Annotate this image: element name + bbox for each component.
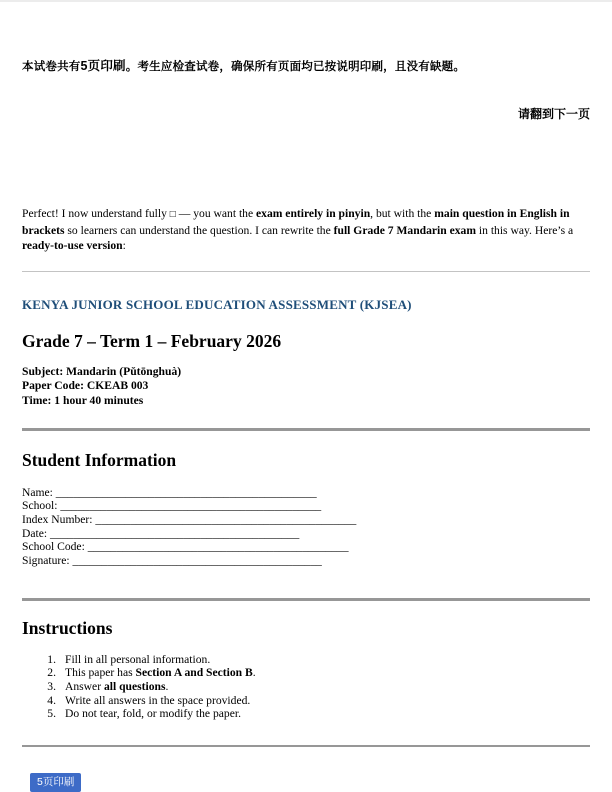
- field-row-school: [22, 499, 590, 513]
- field-blank-line: _____________________________________________: [52, 485, 317, 499]
- instruction-run: .: [252, 666, 256, 680]
- intro-run: exam entirely in pinyin: [256, 207, 371, 220]
- field-row-date: [22, 527, 590, 541]
- section-divider: [22, 598, 590, 601]
- print-notice-pre: 本试卷共有: [22, 61, 81, 73]
- instruction-number: 3.: [47, 680, 56, 694]
- exam-meta: [22, 365, 590, 409]
- intro-run: ready-to-use version: [22, 239, 123, 253]
- turn-page-note: 请翻到下一页: [517, 107, 590, 121]
- field-label: School:: [22, 499, 58, 513]
- instruction-number: 1.: [47, 652, 56, 666]
- field-row-index-number: [22, 513, 590, 527]
- instruction-number: 2.: [47, 666, 56, 680]
- meta-time: Time: 1 hour 40 minutes: [22, 393, 144, 407]
- intro-paragraph: [22, 206, 590, 254]
- field-blank-line: _____________________________________________: [84, 540, 349, 554]
- instruction-run: Answer: [65, 680, 104, 694]
- instruction-run: Fill in all personal information.: [65, 652, 211, 666]
- instruction-item: [22, 694, 590, 708]
- section-divider: [22, 745, 590, 748]
- section-divider: [22, 428, 590, 431]
- instruction-run: all questions: [103, 680, 166, 694]
- meta-paper-code: Paper Code: CKEAB 003: [22, 379, 149, 393]
- field-blank-line: _____________________________________________: [57, 499, 322, 513]
- instruction-run: .: [165, 680, 169, 694]
- intro-run: main question in English in brackets: [22, 207, 570, 237]
- instruction-item: [22, 680, 590, 694]
- exam-title: Grade 7 – Term 1 – February 2026: [22, 330, 282, 351]
- instruction-text: [65, 707, 241, 721]
- field-label: Index Number:: [22, 512, 93, 526]
- print-notice-page-count: 5页印刷: [80, 59, 126, 73]
- meta-subject: Subject: Mandarin (Pǔtōnghuà): [22, 364, 182, 378]
- student-info-fields: [22, 486, 590, 568]
- instruction-item: [22, 653, 590, 667]
- instruction-text: [65, 680, 168, 694]
- field-label: Name:: [22, 485, 53, 499]
- missing-glyph-box: □: [169, 209, 176, 220]
- page-count-badge[interactable]: 5页印刷: [30, 773, 81, 792]
- instructions-heading: Instructions: [22, 617, 113, 638]
- print-notice-post: 。考生应检查试卷，确保所有页面均已按说明印刷，且没有缺题。: [125, 61, 466, 73]
- instruction-item: [22, 707, 590, 721]
- instruction-number: 4.: [47, 693, 56, 707]
- intro-run: , but with the: [370, 207, 435, 220]
- intro-run: :: [122, 239, 126, 253]
- field-blank-line: ___________________________________________: [69, 553, 322, 567]
- org-title: KENYA JUNIOR SCHOOL EDUCATION ASSESSMENT (KJSEA): [22, 296, 412, 312]
- field-row-name: [22, 486, 590, 500]
- instructions-list: [22, 653, 590, 721]
- instruction-text: [65, 666, 256, 680]
- instruction-item: [22, 666, 590, 680]
- field-label: Signature:: [22, 553, 70, 567]
- instruction-run: This paper has: [65, 666, 136, 680]
- print-notice: [22, 2, 590, 75]
- field-blank-line: ___________________________________________: [47, 526, 300, 540]
- instruction-run: Write all answers in the space provided.: [65, 693, 251, 707]
- student-info-heading: Student Information: [22, 449, 177, 470]
- field-label: School Code:: [22, 540, 85, 554]
- intro-run: in this way. Here’s a: [476, 223, 574, 237]
- instruction-text: [65, 653, 210, 667]
- instruction-number: 5.: [47, 707, 56, 721]
- field-label: Date:: [22, 526, 48, 540]
- intro-run: — you want the: [175, 207, 257, 220]
- intro-run: full Grade 7 Mandarin exam: [333, 223, 476, 237]
- intro-run: so learners can understand the question. I can rewrite the: [64, 223, 334, 237]
- field-blank-line: _____________________________________________: [92, 512, 357, 526]
- instruction-text: [65, 694, 250, 708]
- instruction-run: Do not tear, fold, or modify the paper.: [65, 707, 241, 721]
- intro-run: Perfect! I now understand fully: [22, 207, 170, 220]
- field-row-signature: [22, 554, 590, 568]
- section-divider: [22, 271, 590, 272]
- instruction-run: Section A and Section B: [135, 666, 253, 680]
- field-row-school-code: [22, 540, 590, 554]
